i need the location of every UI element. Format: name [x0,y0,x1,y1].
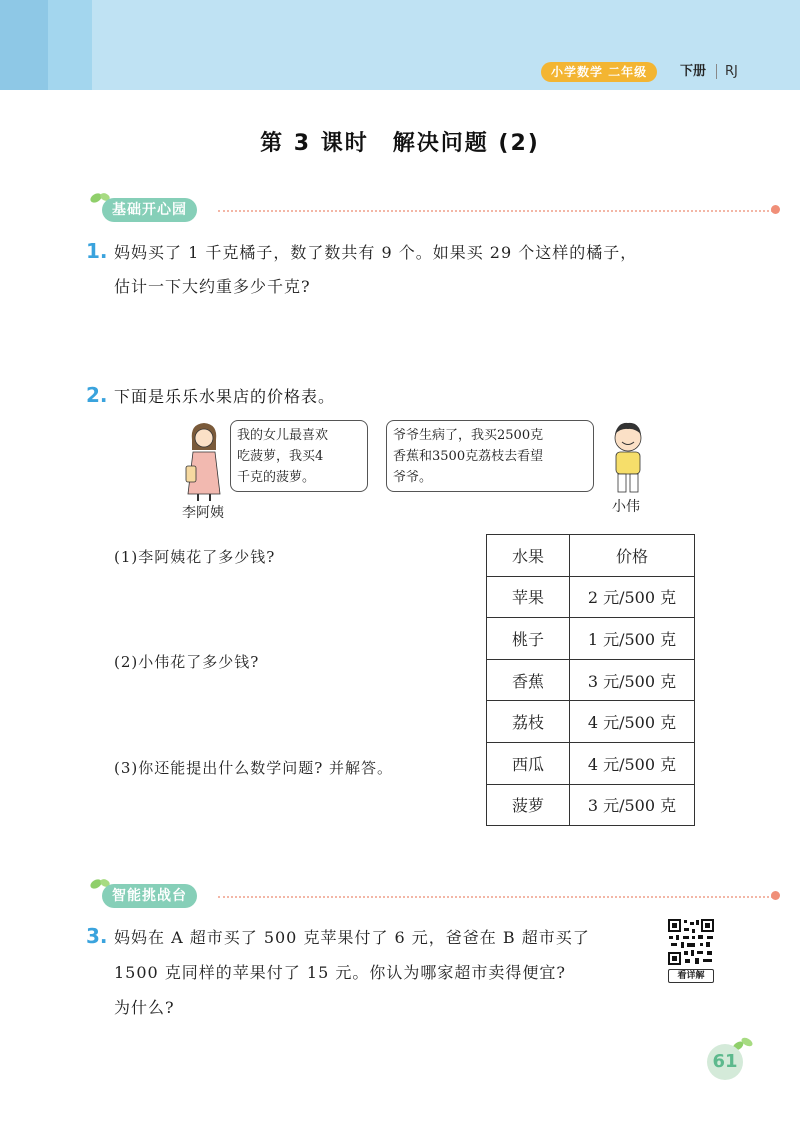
xiaowei-bubble-line1: 爷爷生病了，我买2500克 [393,428,544,443]
price-cell: 3 元/500 克 [570,784,695,826]
table-row [487,742,695,784]
aunt-li-figure-icon [182,418,226,502]
fruit-cell: 菠萝 [487,784,570,826]
table-row [487,576,695,618]
table-row [487,784,695,826]
price-cell: 4 元/500 克 [570,742,695,784]
xiaowei-bubble-line2: 香蕉和3500克荔枝去看望 [393,449,544,464]
q1-number: 1. [86,239,108,263]
dotted-line-end [771,205,780,214]
section-challenge-label: 智能挑战台 [102,884,197,908]
header-price: 价格 [570,535,695,577]
q1-line1: 妈妈买了 1 千克橘子，数了数共有 9 个。如果买 29 个这样的橘子， [114,243,638,262]
volume-label: 下册 [680,64,707,79]
table-row [487,618,695,660]
dotted-line [218,896,773,898]
xiaowei-bubble-line3: 爷爷。 [393,470,433,485]
q3-line1: 妈妈在 A 超市买了 500 克苹果付了 6 元，爸爸在 B 超市买了 [114,928,590,947]
q2-number: 2. [86,383,108,407]
header-divider [716,64,717,79]
xiaowei-name: 小伟 [612,499,640,515]
aunt-li-bubble-line1: 我的女儿最喜欢 [237,428,329,443]
fruit-cell: 西瓜 [487,742,570,784]
dotted-line-end [771,891,780,900]
table-row [487,659,695,701]
q3-number: 3. [86,924,108,948]
qr-caption: 看详解 [668,969,714,983]
q2-sub2: (2)小伟花了多少钱? [114,653,260,671]
q3-line2: 1500 克同样的苹果付了 15 元。你认为哪家超市卖得便宜? [114,963,566,982]
fruit-cell: 荔枝 [487,701,570,743]
aunt-li-bubble-line2: 吃菠萝，我买4 [237,449,324,464]
dotted-line [218,210,773,212]
xiaowei-figure-icon [606,420,650,496]
price-table [486,534,695,826]
price-cell: 4 元/500 克 [570,701,695,743]
lesson-title: 第 3 课时 解决问题 (2) [260,131,540,156]
aunt-li-name: 李阿姨 [182,505,224,521]
header-stripe-dark [0,0,48,90]
page-number: 61 [707,1044,743,1080]
fruit-cell: 桃子 [487,618,570,660]
q2-sub3: (3)你还能提出什么数学问题? 并解答。 [114,759,394,777]
fruit-cell: 香蕉 [487,659,570,701]
q1-line2: 估计一下大约重多少千克? [114,277,311,296]
qr-code-icon[interactable] [667,918,715,966]
fruit-cell: 苹果 [487,576,570,618]
q3-line3: 为什么? [114,998,175,1017]
table-row [487,701,695,743]
section-basic-label: 基础开心园 [102,198,197,222]
price-table-header [487,535,695,577]
header-stripe-light [48,0,92,90]
series-badge: 小学数学 二年级 [541,62,657,82]
price-cell: 3 元/500 克 [570,659,695,701]
price-cell: 2 元/500 克 [570,576,695,618]
price-cell: 1 元/500 克 [570,618,695,660]
aunt-li-speech-bubble [230,420,368,492]
aunt-li-bubble-line3: 千克的菠萝。 [237,470,316,485]
edition-label: RJ [725,64,738,79]
header-band [0,0,800,90]
header-fruit: 水果 [487,535,570,577]
xiaowei-speech-bubble [386,420,594,492]
q2-sub1: (1)李阿姨花了多少钱? [114,548,276,566]
q2-title: 下面是乐乐水果店的价格表。 [114,387,336,406]
